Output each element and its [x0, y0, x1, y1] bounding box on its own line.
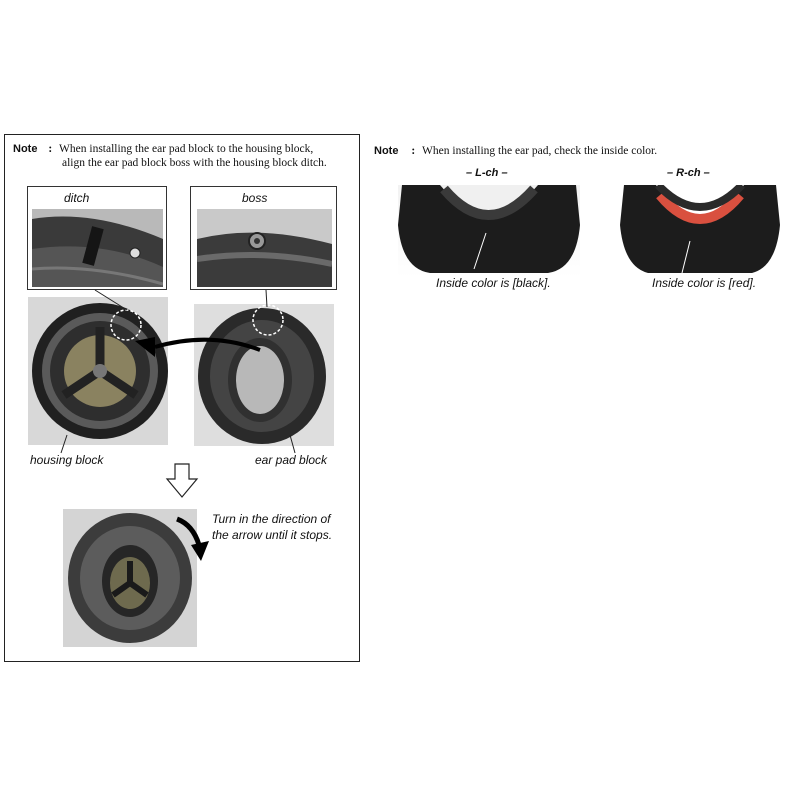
- turn-instruction: [212, 511, 332, 543]
- ear-pad-block-label: ear pad block: [255, 453, 328, 467]
- installation-panel: [4, 134, 360, 662]
- right-note-colon: :: [411, 145, 416, 157]
- left-note-text-2: align the ear pad block boss with the housing block ditch.: [62, 157, 327, 169]
- ditch-label: ditch: [64, 191, 90, 205]
- rch-caption: Inside color is [red].: [652, 276, 757, 290]
- left-note-colon: :: [48, 143, 53, 155]
- boss-label: boss: [242, 191, 268, 205]
- lch-caption: Inside color is [black].: [436, 276, 551, 290]
- turn-instruction-line-2: the arrow until it stops.: [212, 528, 333, 542]
- turn-instruction-line-1: Turn in the direction of: [212, 512, 331, 526]
- rch-ear-pad-photo: [620, 185, 780, 277]
- right-note-text: When installing the ear pad, check the inside color.: [422, 145, 658, 157]
- down-arrow-icon: [165, 463, 199, 499]
- rch-title: – R-ch –: [667, 167, 710, 179]
- right-note-label: Note: [374, 145, 399, 157]
- turn-arrow-icon: [173, 515, 217, 567]
- housing-block-label: housing block: [30, 453, 104, 467]
- left-note-text-1: When installing the ear pad block to the housing block,: [59, 143, 314, 155]
- left-note-label: Note: [13, 143, 38, 155]
- right-note: [374, 144, 657, 158]
- lch-ear-pad-photo: [398, 185, 580, 277]
- lch-title: – L-ch –: [466, 167, 508, 179]
